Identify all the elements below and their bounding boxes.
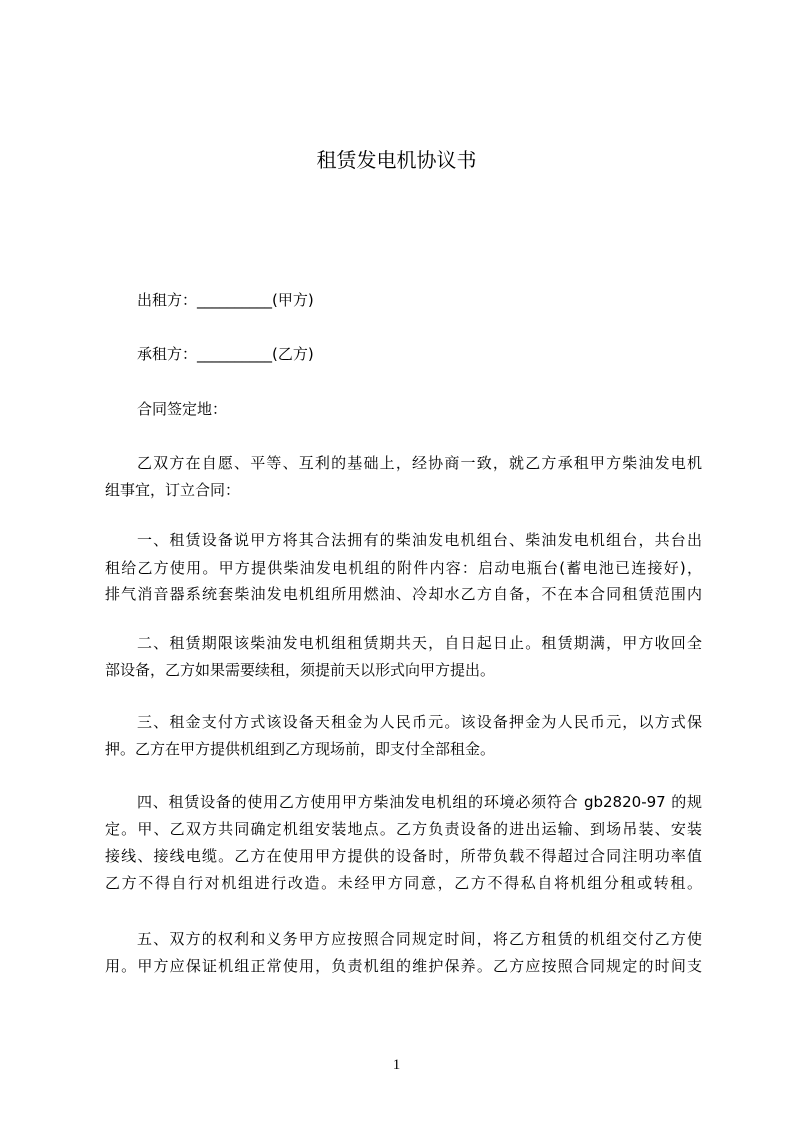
preamble-line: 乙双方在自愿、平等、互利的基础上，经协商一致，就乙方承租甲方柴油发电机 <box>137 454 702 472</box>
clause-2-line: 二、租赁期限该柴油发电机组租赁期共天，自日起日止。租赁期满，甲方收回全 <box>137 634 702 652</box>
clause-5-line: 五、双方的权利和义务甲方应按照合同规定时间，将乙方租赁的机组交付乙方使 <box>137 930 702 948</box>
clause-1-line: 排气消音器系统套柴油发电机组所用燃油、冷却水乙方自备，不在本合同租赁范围内 <box>105 585 702 603</box>
lessee-field: 承租方：__________(乙方) <box>137 345 314 363</box>
clause-3-line: 三、租金支付方式该设备天租金为人民币元。该设备押金为人民币元，以方式保 <box>137 713 702 731</box>
signing-place-field: 合同签定地： <box>137 400 228 418</box>
clause-3-line: 押。乙方在甲方提供机组到乙方现场前，即支付全部租金。 <box>105 740 496 758</box>
clause-1-line: 一、租赁设备说甲方将其合法拥有的柴油发电机组台、柴油发电机组台，共台出 <box>137 531 702 549</box>
clause-2-line: 部设备，乙方如果需要续租，须提前天以形式向甲方提出。 <box>105 661 496 679</box>
clause-5-line: 用。甲方应保证机组正常使用，负责机组的维护保养。乙方应按照合同规定的时间支 <box>105 957 702 975</box>
clause-4-line: 乙方不得自行对机组进行改造。未经甲方同意，乙方不得私自将机组分租或转租。 <box>105 874 702 892</box>
lessor-field: 出租方：__________(甲方) <box>137 291 314 309</box>
clause-4-line: 定。甲、乙双方共同确定机组安装地点。乙方负责设备的进出运输、到场吊装、安装 <box>105 820 702 838</box>
clause-4-line: 四、租赁设备的使用乙方使用甲方柴油发电机组的环境必须符合 gb2820-97 的规 <box>137 793 702 811</box>
preamble-line: 组事宜，订立合同： <box>105 481 241 499</box>
clause-4-line: 接线、接线电缆。乙方在使用甲方提供的设备时，所带负载不得超过合同注明功率值 <box>105 847 702 865</box>
document-title: 租赁发电机协议书 <box>316 148 477 172</box>
clause-1-line: 租给乙方使用。甲方提供柴油发电机组的附件内容：启动电瓶台(蓄电池已连接好)， <box>105 559 702 577</box>
page-number: 1 <box>392 1057 401 1073</box>
